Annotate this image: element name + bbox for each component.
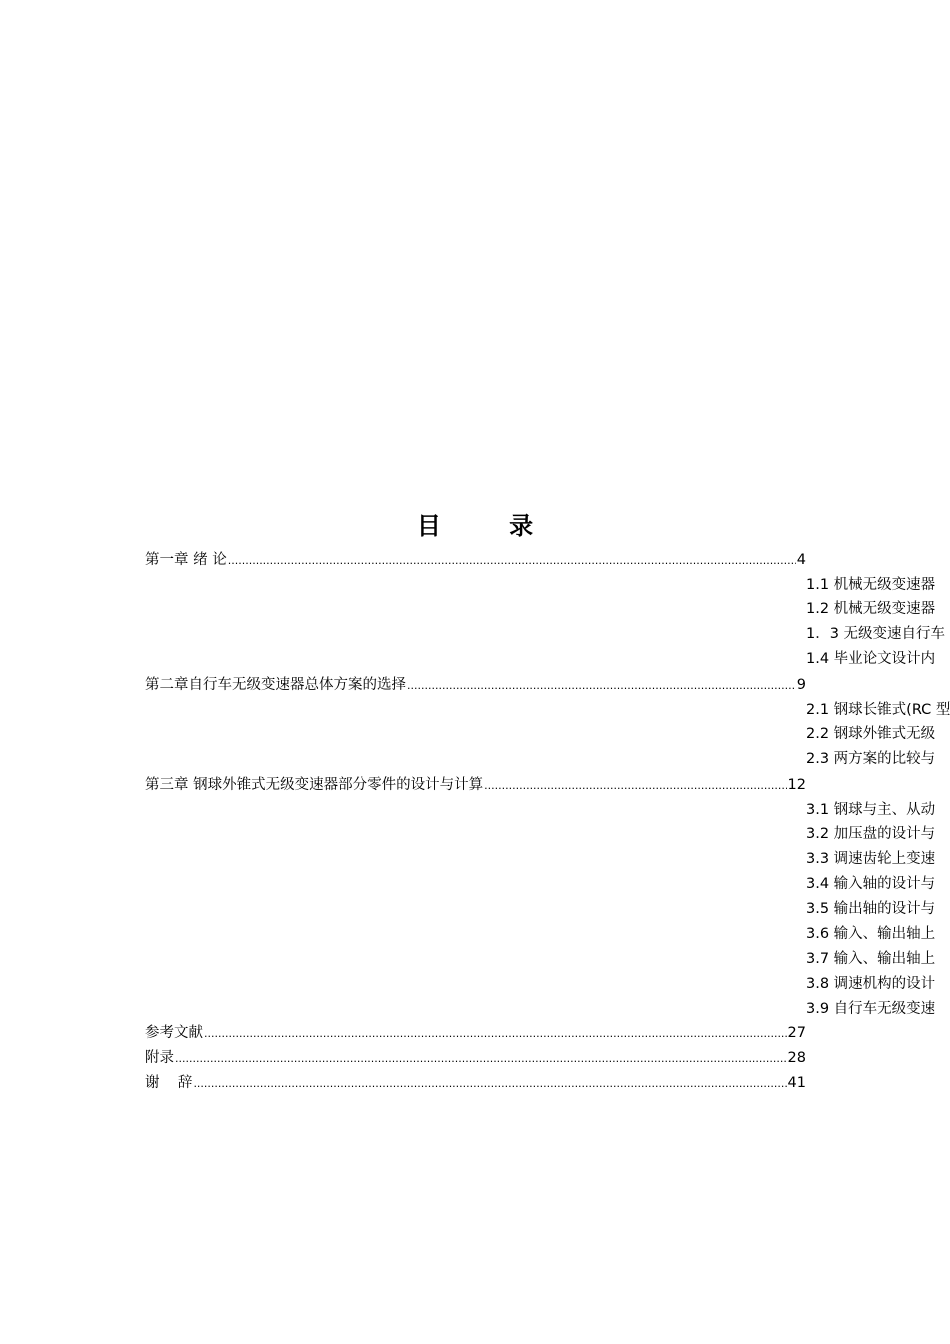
toc-chapter-2-page: 9 xyxy=(796,677,806,693)
dot-leader xyxy=(175,1046,787,1071)
table-of-contents xyxy=(0,548,950,1108)
toc-section-1-1[interactable]: 1.1 机械无级变速器 xyxy=(806,577,936,593)
toc-appendix[interactable] xyxy=(145,1046,806,1070)
toc-section-3-4[interactable]: 3.4 输入轴的设计与 xyxy=(806,876,936,892)
toc-section-3-2[interactable]: 3.2 加压盘的设计与 xyxy=(806,826,936,842)
toc-section-3-5[interactable]: 3.5 输出轴的设计与 xyxy=(806,901,936,917)
toc-chapter-1-label: 第一章 绪 论 xyxy=(145,552,227,568)
toc-section-3-9[interactable]: 3.9 自行车无级变速 xyxy=(806,1001,936,1017)
toc-references[interactable] xyxy=(145,1021,806,1045)
dot-leader xyxy=(193,1071,786,1096)
toc-references-page: 27 xyxy=(787,1025,806,1041)
dot-leader xyxy=(484,773,786,798)
toc-section-3-3[interactable]: 3.3 调速齿轮上变速 xyxy=(806,851,936,867)
toc-section-3-8[interactable]: 3.8 调速机构的设计 xyxy=(806,976,936,992)
toc-chapter-3[interactable] xyxy=(145,773,806,797)
toc-acknowledgements-page: 41 xyxy=(787,1075,806,1091)
toc-chapter-1-page: 4 xyxy=(796,552,806,568)
toc-section-3-6[interactable]: 3.6 输入、输出轴上 xyxy=(806,926,936,942)
toc-section-1-3[interactable]: 1．3 无级变速自行车 xyxy=(806,626,946,642)
toc-chapter-1[interactable] xyxy=(145,548,806,572)
toc-references-label: 参考文献 xyxy=(145,1025,203,1041)
toc-title: 目 录 xyxy=(416,512,564,540)
toc-section-2-2[interactable]: 2.2 钢球外锥式无级 xyxy=(806,726,936,742)
toc-acknowledgements-label: 谢 辞 xyxy=(145,1075,193,1091)
toc-section-2-3[interactable]: 2.3 两方案的比较与 xyxy=(806,751,936,767)
toc-appendix-label: 附录 xyxy=(145,1050,174,1066)
toc-section-3-1[interactable]: 3.1 钢球与主、从动 xyxy=(806,802,936,818)
dot-leader xyxy=(204,1021,787,1046)
toc-chapter-3-page: 12 xyxy=(787,777,806,793)
toc-section-2-1[interactable]: 2.1 钢球长锥式(RC 型 xyxy=(806,702,950,718)
dot-leader xyxy=(407,673,796,698)
toc-chapter-3-label: 第三章 钢球外锥式无级变速器部分零件的设计与计算 xyxy=(145,777,484,793)
toc-chapter-2[interactable] xyxy=(145,673,806,697)
toc-appendix-page: 28 xyxy=(787,1050,806,1066)
toc-section-1-4[interactable]: 1.4 毕业论文设计内 xyxy=(806,651,936,667)
toc-chapter-2-label: 第二章自行车无级变速器总体方案的选择 xyxy=(145,677,406,693)
toc-section-3-7[interactable]: 3.7 输入、输出轴上 xyxy=(806,951,936,967)
toc-section-1-2[interactable]: 1.2 机械无级变速器 xyxy=(806,601,936,617)
dot-leader xyxy=(228,548,796,573)
toc-acknowledgements[interactable] xyxy=(145,1071,806,1095)
